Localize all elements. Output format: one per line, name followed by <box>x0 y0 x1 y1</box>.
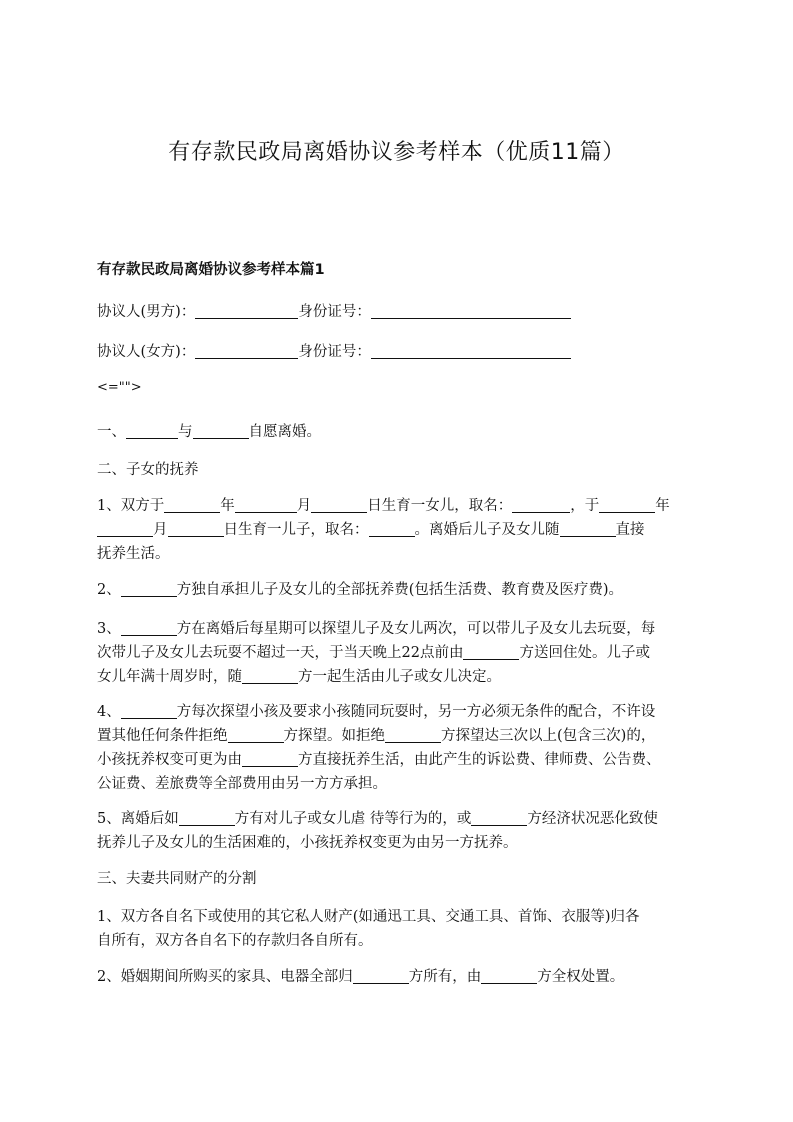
clause-text: 3、 <box>97 621 121 637</box>
clause-text: ，于 <box>570 498 600 514</box>
id-blank[interactable] <box>371 302 571 319</box>
clause-2-4-line1 <box>97 700 707 724</box>
clause-2-3-line2 <box>97 641 707 665</box>
day-blank[interactable] <box>311 496 367 513</box>
clause-2-1-line2 <box>97 518 707 542</box>
clause-text: 自愿离婚。 <box>248 424 321 440</box>
clause-text: 方一起生活由儿子或女儿决定。 <box>298 669 501 685</box>
clause-2-2 <box>97 578 707 602</box>
id-blank[interactable] <box>371 342 571 359</box>
party-blank[interactable] <box>385 726 441 743</box>
section-title: 有存款民政局离婚协议参考样本篇1 <box>97 262 325 278</box>
party-male-label: 协议人(男方)： <box>97 304 196 320</box>
party-blank[interactable] <box>353 967 409 984</box>
party-blank[interactable] <box>481 967 537 984</box>
party-blank[interactable] <box>179 809 235 826</box>
clause-2-4-line4: 公证费、差旅费等全部费用由另一方方承担。 <box>97 776 387 792</box>
party-male-line <box>97 300 707 324</box>
party-blank[interactable] <box>121 619 177 636</box>
clause-text: 方每次探望小孩及要求小孩随同玩耍时，另一方必须无条件的配合，不许设 <box>176 704 656 720</box>
clause-3-1-line2: 自所有，双方各自名下的存款归各自所有。 <box>97 933 373 949</box>
party-blank[interactable] <box>471 809 527 826</box>
clause-text: 日生育一儿子，取名： <box>223 522 369 538</box>
clause-text: 2、婚姻期间所购买的家具、电器全部归 <box>97 969 353 985</box>
clause-text: 1、双方于 <box>97 498 165 514</box>
clause-text: 方经济状况恶化致使 <box>527 811 658 827</box>
clause-text: 方探望。如拒绝 <box>283 728 385 744</box>
clause-text: 方独自承担儿子及女儿的全部抚养费(包括生活费、教育费及医疗费)。 <box>176 582 624 598</box>
clause-text: 月 <box>153 522 168 538</box>
clause-3-1-line1: 1、双方各自名下或使用的其它私人财产(如通迅工具、交通工具、首饰、衣服等)归各 <box>97 909 640 925</box>
clause-text: 次带儿子及女儿去玩耍不超过一天，于当天晚上22点前由 <box>97 645 464 661</box>
heading-2: 二、子女的抚养 <box>97 462 199 478</box>
name-blank[interactable] <box>195 302 298 319</box>
clause-2-1-line1 <box>97 494 707 518</box>
clause-2-5-line2: 抚养儿子及女儿的生活困难的，小孩抚养权变更为由另一方抚养。 <box>97 835 518 851</box>
clause-text: 方所有，由 <box>408 969 482 985</box>
party-blank[interactable] <box>126 422 178 439</box>
clause-text: 置其他任何条件拒绝 <box>97 728 228 744</box>
party-female-label: 协议人(女方)： <box>97 344 196 360</box>
name-blank[interactable] <box>512 496 570 513</box>
clause-2-1-line3: 抚养生活。 <box>97 546 170 562</box>
clause-text: 2、 <box>97 582 121 598</box>
marker-text: <=""> <box>97 380 142 395</box>
clause-text: 4、 <box>97 704 121 720</box>
party-blank[interactable] <box>193 422 249 439</box>
party-blank[interactable] <box>242 667 298 684</box>
clause-text: 5、离婚后如 <box>97 811 179 827</box>
clause-text: 方探望达三次以上(包含三次)的， <box>441 728 656 744</box>
year-blank[interactable] <box>164 496 220 513</box>
party-blank[interactable] <box>121 580 177 597</box>
clause-3-2 <box>97 965 707 989</box>
clause-2-3-line1 <box>97 617 707 641</box>
clause-text: 日生育一女儿，取名： <box>367 498 513 514</box>
clause-2-5-line1 <box>97 807 707 831</box>
clause-text: 方在离婚后每星期可以探望儿子及女儿两次，可以带儿子及女儿去玩耍，每 <box>176 621 656 637</box>
id-label: 身份证号： <box>298 304 371 320</box>
party-blank[interactable] <box>463 643 519 660</box>
party-blank[interactable] <box>121 702 177 719</box>
party-blank[interactable] <box>228 726 284 743</box>
clause-text: 小孩抚养权变可更为由 <box>97 752 242 768</box>
day-blank[interactable] <box>168 520 224 537</box>
clause-text: 年 <box>220 498 235 514</box>
party-blank[interactable] <box>242 750 298 767</box>
clause-text: 方有对儿子或女儿虐 待等行为的，或 <box>234 811 472 827</box>
clause-2-4-line2 <box>97 724 707 748</box>
year-blank[interactable] <box>599 496 655 513</box>
clause-text: 与 <box>178 424 193 440</box>
clause-text: 一、 <box>97 424 126 440</box>
clause-text: 年 <box>655 498 670 514</box>
clause-text: 。离婚后儿子及女儿随 <box>414 522 560 538</box>
month-blank[interactable] <box>97 520 153 537</box>
clause-text: 月 <box>296 498 312 514</box>
clause-2-4-line3 <box>97 748 707 772</box>
month-blank[interactable] <box>235 496 297 513</box>
heading-3: 三、夫妻共同财产的分割 <box>97 871 257 887</box>
clause-1 <box>97 420 707 444</box>
name-blank[interactable] <box>195 342 298 359</box>
clause-text: 女儿年满十周岁时，随 <box>97 669 242 685</box>
name-blank[interactable] <box>369 520 415 537</box>
clause-text: 方直接抚养生活，由此产生的诉讼费、律师费、公告费、 <box>298 752 661 768</box>
clause-text: 直接 <box>615 522 645 538</box>
clause-2-3-line3 <box>97 665 707 689</box>
clause-text: 方全权处置。 <box>537 969 625 985</box>
document-title: 有存款民政局离婚协议参考样本（优质11篇） <box>168 140 625 165</box>
party-female-line <box>97 340 707 364</box>
party-blank[interactable] <box>560 520 616 537</box>
clause-text: 方送回住处。儿子或 <box>519 645 650 661</box>
id-label: 身份证号： <box>298 344 371 360</box>
